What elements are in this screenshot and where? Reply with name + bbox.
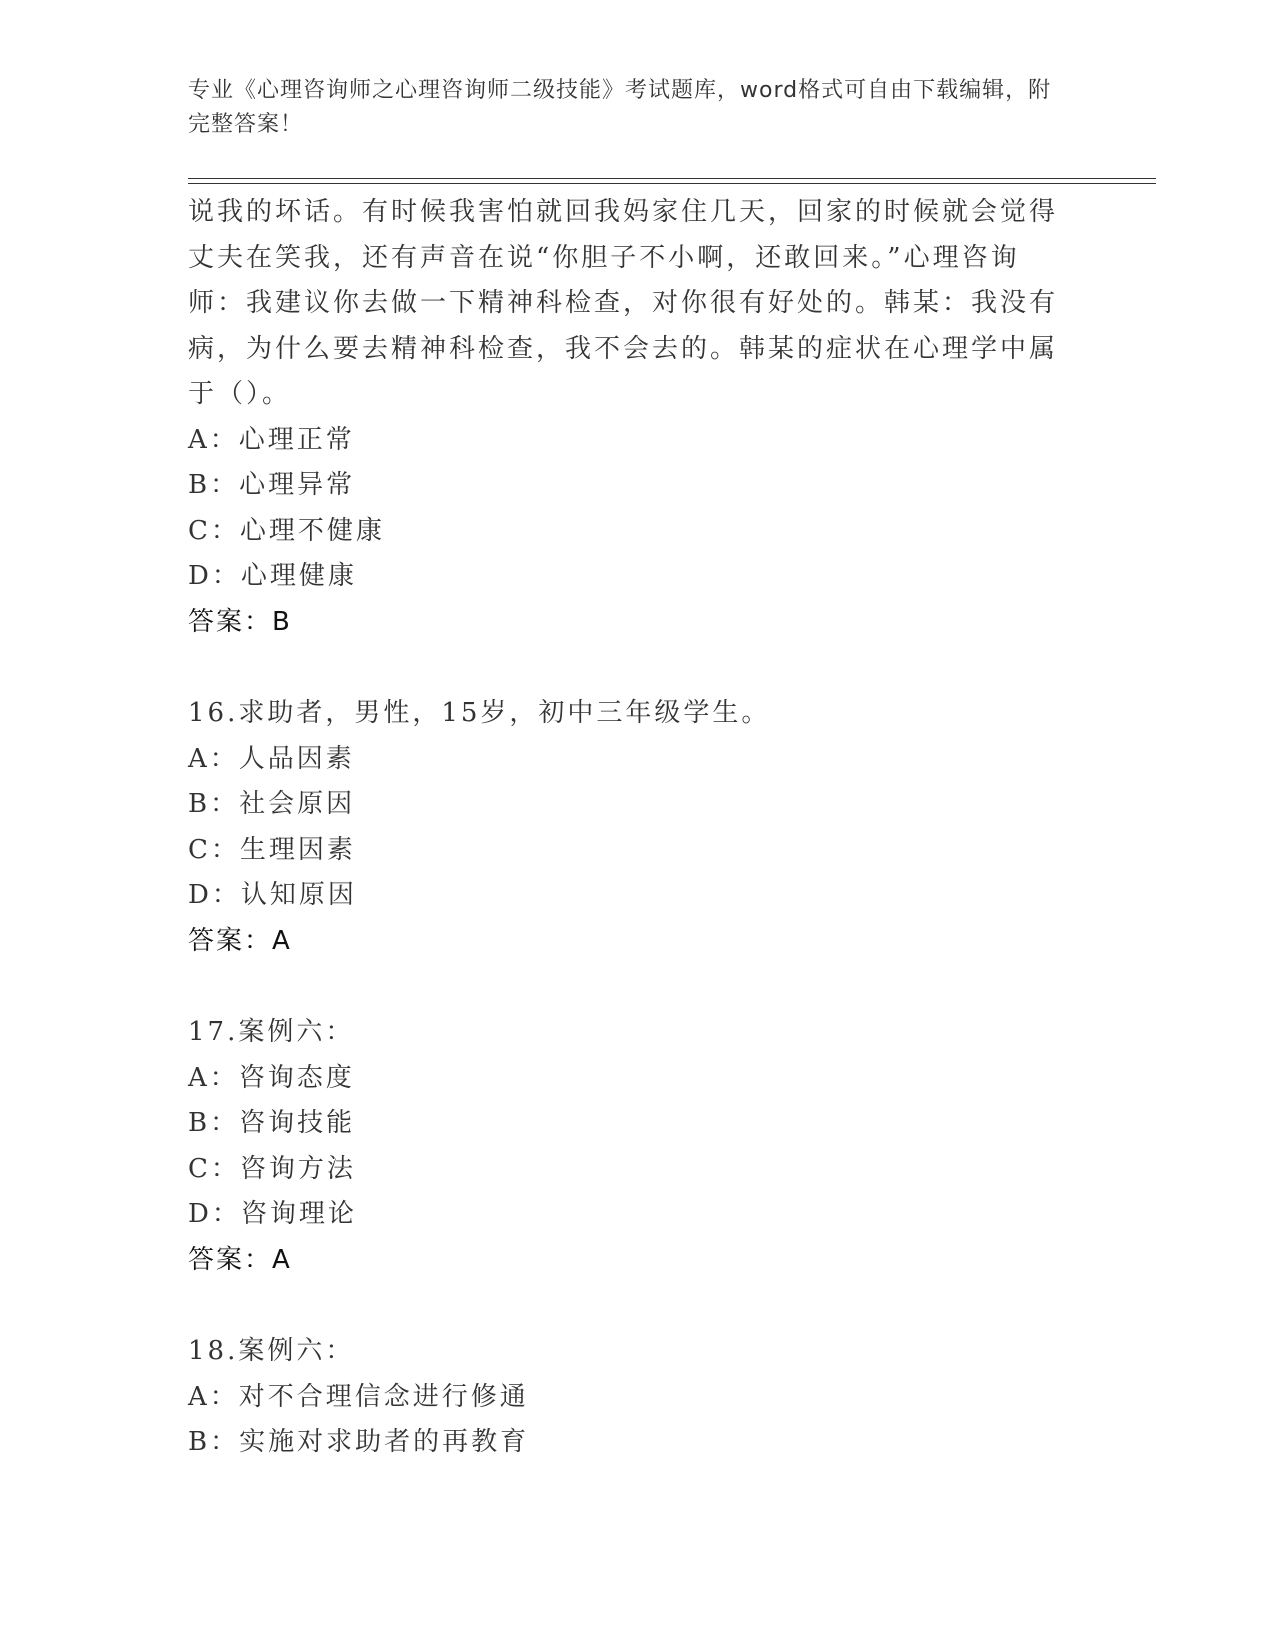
question-stem: 16.求助者，男性，15岁，初中三年级学生。 [188,698,771,728]
question-16 [188,691,1068,964]
option-c: C：生理因素 [188,834,356,865]
option-a: A：心理正常 [188,424,355,455]
option-d: D：认知原因 [188,880,357,910]
spacer [188,645,1068,691]
answer-text: 答案：A [188,925,292,956]
option-a: A：咨询态度 [188,1062,355,1093]
answer-text: 答案：A [188,1244,292,1275]
option-b: B：心理异常 [188,470,356,500]
answer-text: 答案：B [188,606,292,637]
option-b: B：咨询技能 [188,1108,356,1138]
question-15 [188,190,1068,645]
question-content [188,190,1068,1466]
option-c: C：心理不健康 [188,515,385,546]
header-divider-bottom [188,183,1156,184]
question-17 [188,1010,1068,1283]
document-header: 专业《心理咨询师之心理咨询师二级技能》考试题库，word格式可自由下载编辑，附完整答案！ [188,78,1052,137]
header-divider-top [188,178,1156,179]
option-d: D：心理健康 [188,561,357,591]
option-a: A：对不合理信念进行修通 [188,1381,529,1412]
question-stem: 说我的坏话。有时候我害怕就回我妈家住几天，回家的时候就会觉得丈夫在笑我，还有声音在说“你胆子不小啊，还敢回来。”心理咨询师：我建议你去做一下精神科检查，对你很有好处的。韩某：我没有病，为什么要去精神科检查，我不会去的。韩某的症状在心理学中属于（）。 [188,197,1059,409]
question-stem: 18.案例六： [188,1336,355,1366]
option-b: B：实施对求助者的再教育 [188,1427,530,1457]
option-a: A：人品因素 [188,743,355,774]
option-d: D：咨询理论 [188,1199,357,1229]
question-stem: 17.案例六： [188,1017,355,1047]
spacer [188,1283,1068,1329]
option-c: C：咨询方法 [188,1153,356,1184]
option-b: B：社会原因 [188,789,356,819]
question-18 [188,1329,1068,1466]
spacer [188,964,1068,1010]
